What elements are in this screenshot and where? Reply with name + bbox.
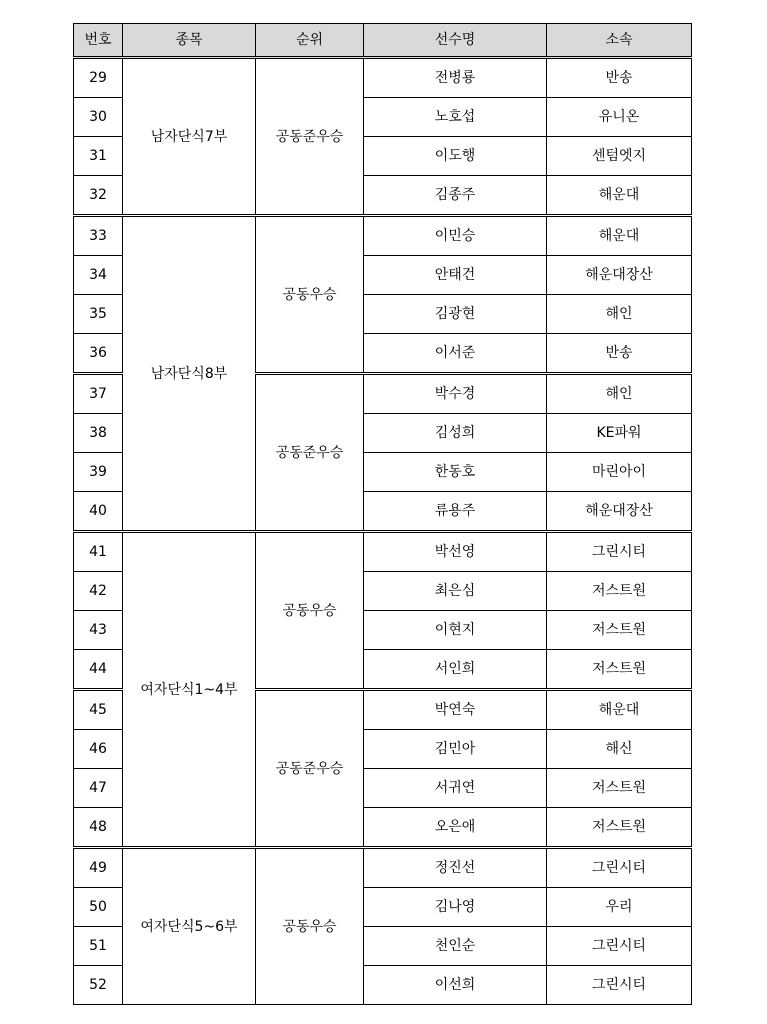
cell-number: 30 bbox=[74, 98, 123, 137]
cell-number: 39 bbox=[74, 453, 123, 492]
cell-number: 48 bbox=[74, 808, 123, 848]
cell-club: 마린아이 bbox=[547, 453, 692, 492]
cell-rank: 공동준우승 bbox=[256, 374, 364, 532]
cell-rank: 공동우승 bbox=[256, 532, 364, 690]
cell-event: 여자단식5~6부 bbox=[123, 848, 256, 1005]
cell-player-name: 류용주 bbox=[364, 492, 547, 532]
cell-number: 51 bbox=[74, 927, 123, 966]
cell-player-name: 김종주 bbox=[364, 176, 547, 216]
cell-number: 47 bbox=[74, 769, 123, 808]
cell-player-name: 노호섭 bbox=[364, 98, 547, 137]
cell-player-name: 김광현 bbox=[364, 295, 547, 334]
table-row bbox=[74, 848, 692, 888]
cell-player-name: 김나영 bbox=[364, 888, 547, 927]
cell-club: 해운대장산 bbox=[547, 492, 692, 532]
cell-club: 그린시티 bbox=[547, 966, 692, 1005]
cell-club: 센텀엣지 bbox=[547, 137, 692, 176]
cell-club: 해운대 bbox=[547, 216, 692, 256]
cell-club: 반송 bbox=[547, 334, 692, 374]
cell-club: 그린시티 bbox=[547, 848, 692, 888]
cell-club: 저스트원 bbox=[547, 769, 692, 808]
table-header bbox=[74, 24, 692, 58]
table-body bbox=[74, 58, 692, 1005]
cell-number: 33 bbox=[74, 216, 123, 256]
cell-player-name: 이현지 bbox=[364, 611, 547, 650]
cell-club: 그린시티 bbox=[547, 532, 692, 572]
cell-player-name: 한동호 bbox=[364, 453, 547, 492]
header-club: 소속 bbox=[547, 24, 692, 58]
cell-player-name: 안태건 bbox=[364, 256, 547, 295]
cell-player-name: 천인순 bbox=[364, 927, 547, 966]
cell-club: 저스트원 bbox=[547, 808, 692, 848]
cell-number: 46 bbox=[74, 730, 123, 769]
cell-number: 38 bbox=[74, 414, 123, 453]
cell-event: 남자단식7부 bbox=[123, 58, 256, 216]
cell-player-name: 박수경 bbox=[364, 374, 547, 414]
cell-club: 해운대 bbox=[547, 690, 692, 730]
cell-player-name: 이민승 bbox=[364, 216, 547, 256]
header-row bbox=[74, 24, 692, 58]
cell-number: 31 bbox=[74, 137, 123, 176]
header-event: 종목 bbox=[123, 24, 256, 58]
cell-number: 35 bbox=[74, 295, 123, 334]
cell-player-name: 이도행 bbox=[364, 137, 547, 176]
cell-rank: 공동준우승 bbox=[256, 58, 364, 216]
cell-number: 32 bbox=[74, 176, 123, 216]
cell-event: 남자단식8부 bbox=[123, 216, 256, 532]
cell-club: 해인 bbox=[547, 295, 692, 334]
cell-number: 41 bbox=[74, 532, 123, 572]
cell-rank: 공동준우승 bbox=[256, 690, 364, 848]
cell-number: 37 bbox=[74, 374, 123, 414]
cell-club: 저스트원 bbox=[547, 611, 692, 650]
cell-number: 42 bbox=[74, 572, 123, 611]
cell-event: 여자단식1~4부 bbox=[123, 532, 256, 848]
cell-rank: 공동우승 bbox=[256, 216, 364, 374]
cell-player-name: 박연숙 bbox=[364, 690, 547, 730]
cell-number: 43 bbox=[74, 611, 123, 650]
cell-club: 그린시티 bbox=[547, 927, 692, 966]
cell-number: 49 bbox=[74, 848, 123, 888]
cell-number: 36 bbox=[74, 334, 123, 374]
cell-number: 44 bbox=[74, 650, 123, 690]
cell-player-name: 서인희 bbox=[364, 650, 547, 690]
results-table bbox=[73, 23, 692, 1005]
cell-club: 해운대장산 bbox=[547, 256, 692, 295]
cell-player-name: 정진선 bbox=[364, 848, 547, 888]
table-row bbox=[74, 216, 692, 256]
cell-player-name: 전병룡 bbox=[364, 58, 547, 98]
cell-club: 해운대 bbox=[547, 176, 692, 216]
cell-club: 저스트원 bbox=[547, 650, 692, 690]
cell-player-name: 박선영 bbox=[364, 532, 547, 572]
cell-number: 50 bbox=[74, 888, 123, 927]
cell-player-name: 최은심 bbox=[364, 572, 547, 611]
header-rank: 순위 bbox=[256, 24, 364, 58]
cell-club: 해신 bbox=[547, 730, 692, 769]
cell-player-name: 김성희 bbox=[364, 414, 547, 453]
cell-club: 유니온 bbox=[547, 98, 692, 137]
cell-player-name: 이서준 bbox=[364, 334, 547, 374]
table-row bbox=[74, 532, 692, 572]
cell-club: 해인 bbox=[547, 374, 692, 414]
cell-number: 34 bbox=[74, 256, 123, 295]
cell-club: 반송 bbox=[547, 58, 692, 98]
cell-player-name: 이선희 bbox=[364, 966, 547, 1005]
cell-player-name: 오은애 bbox=[364, 808, 547, 848]
header-player-name: 선수명 bbox=[364, 24, 547, 58]
cell-rank: 공동우승 bbox=[256, 848, 364, 1005]
table-row bbox=[74, 58, 692, 98]
cell-club: 우리 bbox=[547, 888, 692, 927]
cell-club: KE파워 bbox=[547, 414, 692, 453]
cell-number: 45 bbox=[74, 690, 123, 730]
cell-number: 52 bbox=[74, 966, 123, 1005]
cell-player-name: 서귀연 bbox=[364, 769, 547, 808]
cell-number: 29 bbox=[74, 58, 123, 98]
cell-club: 저스트원 bbox=[547, 572, 692, 611]
cell-number: 40 bbox=[74, 492, 123, 532]
header-number: 번호 bbox=[74, 24, 123, 58]
cell-player-name: 김민아 bbox=[364, 730, 547, 769]
